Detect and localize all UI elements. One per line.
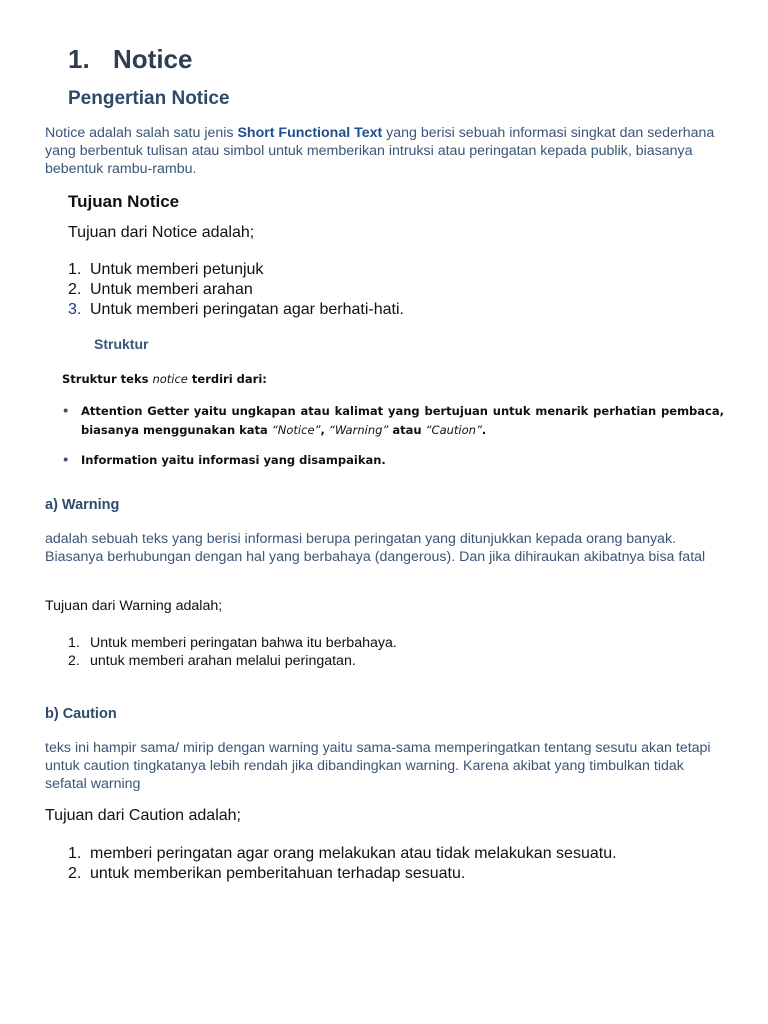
information-item: • Information yaitu informasi yang disampaikan.: [62, 451, 724, 470]
list-item: 2. Untuk memberi arahan: [68, 281, 253, 298]
list-item: 3. Untuk memberi peringatan agar berhati-hati.: [68, 301, 404, 318]
page-title: [68, 44, 192, 75]
list-item: 2. untuk memberikan pemberitahuan terhadap sesuatu.: [68, 865, 466, 882]
pengertian-paragraph: [45, 124, 725, 178]
section-title: Notice: [113, 44, 193, 74]
struktur-intro: Struktur teks notice terdiri dari:: [62, 372, 267, 386]
warning-paragraph: adalah sebuah teks yang berisi informasi berupa peringatan yang ditunjukkan kepada orang banyak. Biasanya berhubungan dengan hal yang berbahaya (dangerous). Dan jika dihiraukan akibatnya bisa fatal: [45, 531, 706, 565]
list-item: 1. Untuk memberi petunjuk: [68, 261, 264, 278]
short-functional-text-highlight: Short Functional Text: [237, 125, 383, 141]
warning-list: [68, 634, 397, 670]
pengertian-text-start: Notice adalah salah satu jenis: [45, 125, 238, 141]
tujuan-notice-heading: Tujuan Notice: [68, 192, 180, 211]
struktur-list: [62, 402, 724, 470]
attention-getter-item: • Attention Getter yaitu ungkapan atau kalimat yang bertujuan untuk menarik perhatian pembaca, biasanya menggunakan kata “Notice”, “Warning” atau “Caution”.: [62, 402, 724, 440]
tujuan-notice-intro: Tujuan dari Notice adalah;: [68, 224, 255, 241]
warning-heading: a) Warning: [45, 497, 120, 513]
struktur-heading: Struktur: [94, 336, 149, 352]
pengertian-text-end: yang berisi sebuah informasi singkat dan sederhana yang berbentuk tulisan atau simbol untuk memberikan intruksi atau peringatan kepada publik, biasanya bebentuk rambu-rambu.: [45, 125, 715, 177]
tujuan-notice-list: [68, 260, 404, 320]
caution-list: [68, 844, 617, 884]
list-item: 2. untuk memberi arahan melalui peringatan.: [68, 653, 356, 669]
caution-intro: Tujuan dari Caution adalah;: [45, 807, 241, 824]
pengertian-heading: Pengertian Notice: [68, 88, 230, 109]
warning-intro: Tujuan dari Warning adalah;: [45, 598, 223, 614]
list-item: 1. Untuk memberi peringatan bahwa itu berbahaya.: [68, 635, 397, 651]
caution-paragraph: teks ini hampir sama/ mirip dengan warning yaitu sama-sama memperingatkan tentang sesutu akan tetapi untuk caution tingkatanya lebih rendah jika dibandingkan warning. Karena akibat yang timbulkan tidak sefatal warning: [45, 740, 711, 792]
section-number: 1.: [68, 44, 90, 74]
list-item: 1. memberi peringatan agar orang melakukan atau tidak melakukan sesuatu.: [68, 845, 617, 862]
caution-heading: b) Caution: [45, 706, 117, 722]
